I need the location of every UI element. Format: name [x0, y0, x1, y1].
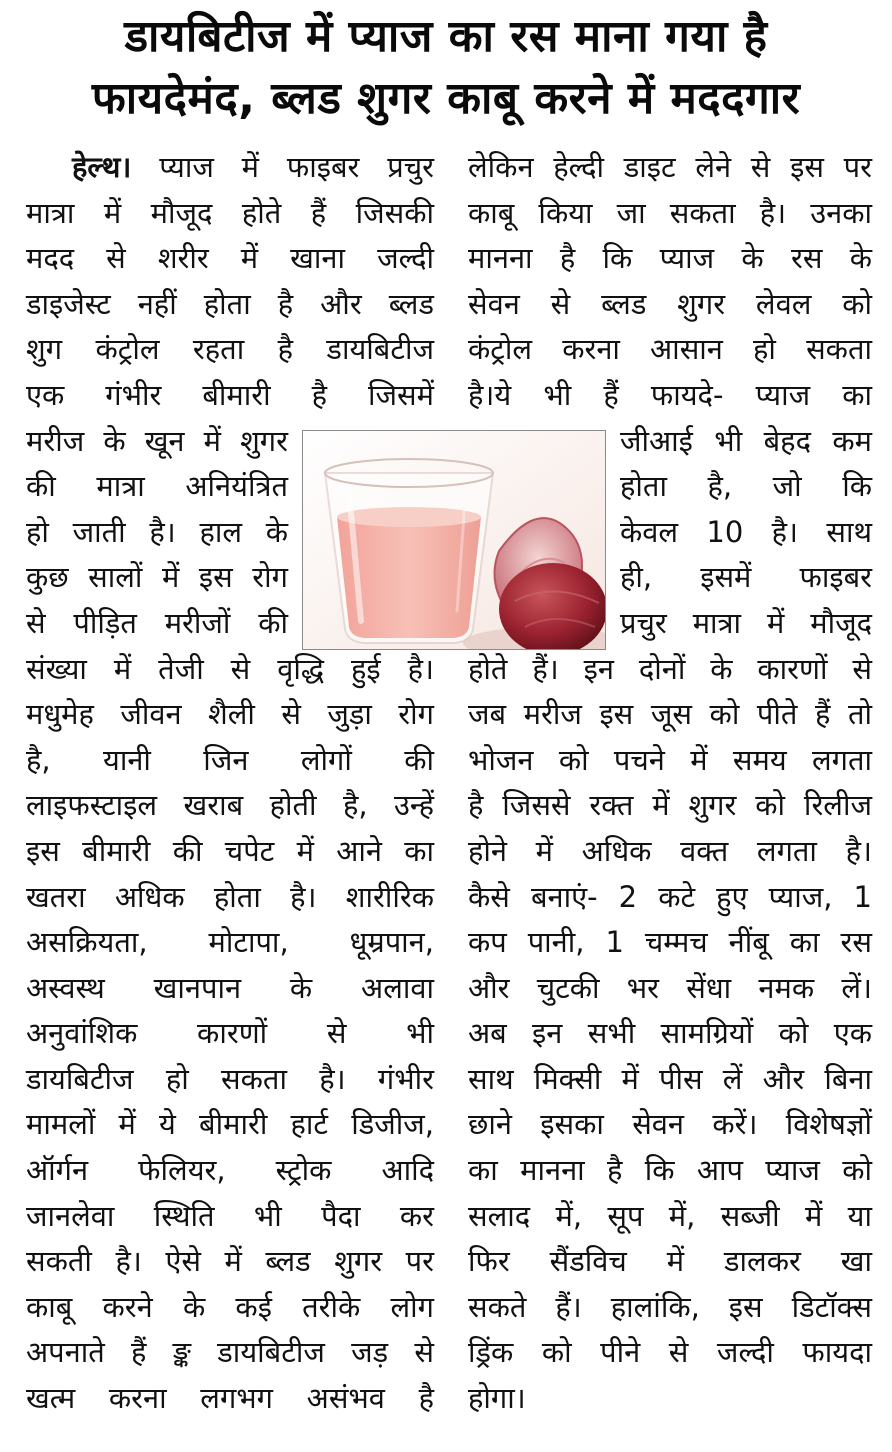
dateline: हेल्थ। — [72, 150, 132, 184]
article-line: ड्रिंक को पीने से जल्दी फायदा — [468, 1335, 872, 1370]
article-line: सेवन से ब्लड शुगर लेवल को — [468, 286, 872, 321]
headline-line-1: डायबिटीज में प्याज का रस माना गया है — [124, 11, 768, 62]
article-line: है।ये भी हैं फायदे- प्याज का — [468, 377, 872, 412]
article-line: होता है, जो कि — [620, 469, 872, 504]
article-line: काबू करने के कई तरीके लोग — [26, 1289, 434, 1324]
article-line: सकती है। ऐसे में ब्लड शुगर पर — [26, 1244, 434, 1279]
article-line: ही, इसमें फाइबर — [620, 560, 872, 595]
article-line: मदद से शरीर में खाना जल्दी — [26, 241, 434, 276]
article-line: है, यानी जिन लोगों की — [26, 742, 434, 777]
article-line: साथ मिक्सी में पीस लें और बिना — [468, 1061, 872, 1096]
article-line: असक्रियता, मोटापा, धूम्रपान, — [26, 925, 434, 960]
article-line: जब मरीज इस जूस को पीते हैं तो — [468, 697, 872, 732]
article-line: केवल 10 है। साथ — [620, 514, 872, 549]
article-line: मधुमेह जीवन शैली से जुड़ा रोग — [26, 697, 434, 732]
article-line: छाने इसका सेवन करें। विशेषज्ञों — [468, 1107, 872, 1142]
article-line: फिर सैंडविच में डालकर खा — [468, 1244, 872, 1279]
article-line: कुछ सालों में इस रोग — [26, 560, 288, 595]
article-line: कंट्रोल करना आसान हो सकता — [468, 332, 872, 367]
article-line: की मात्रा अनियंत्रित — [26, 469, 288, 504]
article-line: और चुटकी भर सेंधा नमक लें। — [468, 970, 872, 1005]
article-line: शुग कंट्रोल रहता है डायबिटीज — [26, 332, 434, 367]
article-line: अपनाते हैं ङ्क डायबिटीज जड़ से — [26, 1335, 434, 1370]
article-line: कप पानी, 1 चम्मच नींबू का रस — [468, 925, 872, 960]
article-line: सकते हैं। हालांकि, इस डिटॉक्स — [468, 1289, 872, 1324]
article-line: मात्रा में मौजूद होते हैं जिसकी — [26, 195, 434, 230]
article-line: डायबिटीज हो सकता है। गंभीर — [26, 1061, 434, 1096]
article-line: हेल्थ। प्याज में फाइबर प्रचुर — [72, 150, 434, 184]
article-line: प्रचुर मात्रा में मौजूद — [620, 605, 872, 640]
article-line: का मानना है कि आप प्याज को — [468, 1153, 872, 1188]
article-line: अस्वस्थ खानपान के अलावा — [26, 970, 434, 1005]
article-line: अनुवांशिक कारणों से भी — [26, 1016, 434, 1051]
article-line: मरीज के खून में शुगर — [26, 423, 288, 458]
article-line: संख्या में तेजी से वृद्धि हुई है। — [26, 651, 434, 686]
article-line: अब इन सभी सामग्रियों को एक — [468, 1016, 872, 1051]
article-line: कैसे बनाएं- 2 कटे हुए प्याज, 1 — [468, 879, 872, 914]
article-line: सलाद में, सूप में, सब्जी में या — [468, 1198, 872, 1233]
article-line: लाइफस्टाइल खराब होती है, उन्हें — [26, 788, 434, 823]
article-column-left — [26, 145, 434, 1422]
article-line: से पीड़ित मरीजों की — [26, 605, 288, 640]
article-line: भोजन को पचने में समय लगता — [468, 742, 872, 777]
headline — [0, 6, 892, 130]
article-line: जीआई भी बेहद कम — [620, 423, 872, 458]
article-line: मामलों में ये बीमारी हार्ट डिजीज, — [26, 1107, 434, 1142]
article-line: ऑर्गन फेलियर, स्ट्रोक आदि — [26, 1153, 434, 1188]
headline-line-2: फायदेमंद, ब्लड शुगर काबू करने में मददगार — [91, 73, 801, 124]
article-line: खत्म करना लगभग असंभव है — [26, 1381, 434, 1416]
article-line: काबू किया जा सकता है। उनका — [468, 195, 872, 230]
article-line: होने में अधिक वक्त लगता है। — [468, 833, 872, 868]
article-line: होगा। — [468, 1381, 526, 1416]
article-line: होते हैं। इन दोनों के कारणों से — [468, 651, 872, 686]
article-line: है जिससे रक्त में शुगर को रिलीज — [468, 788, 872, 823]
article-line: इस बीमारी की चपेट में आने का — [26, 833, 434, 868]
article-line: डाइजेस्ट नहीं होता है और ब्लड — [26, 286, 434, 321]
article-line: मानना है कि प्याज के रस के — [468, 241, 872, 276]
article-line: खतरा अधिक होता है। शारीरिक — [26, 879, 434, 914]
article-line: एक गंभीर बीमारी है जिसमें — [26, 377, 434, 412]
article-line: हो जाती है। हाल के — [26, 514, 288, 549]
article-line: लेकिन हेल्दी डाइट लेने से इस पर — [468, 150, 872, 184]
article-line: जानलेवा स्थिति भी पैदा कर — [26, 1198, 434, 1233]
article-column-right — [468, 145, 872, 1422]
